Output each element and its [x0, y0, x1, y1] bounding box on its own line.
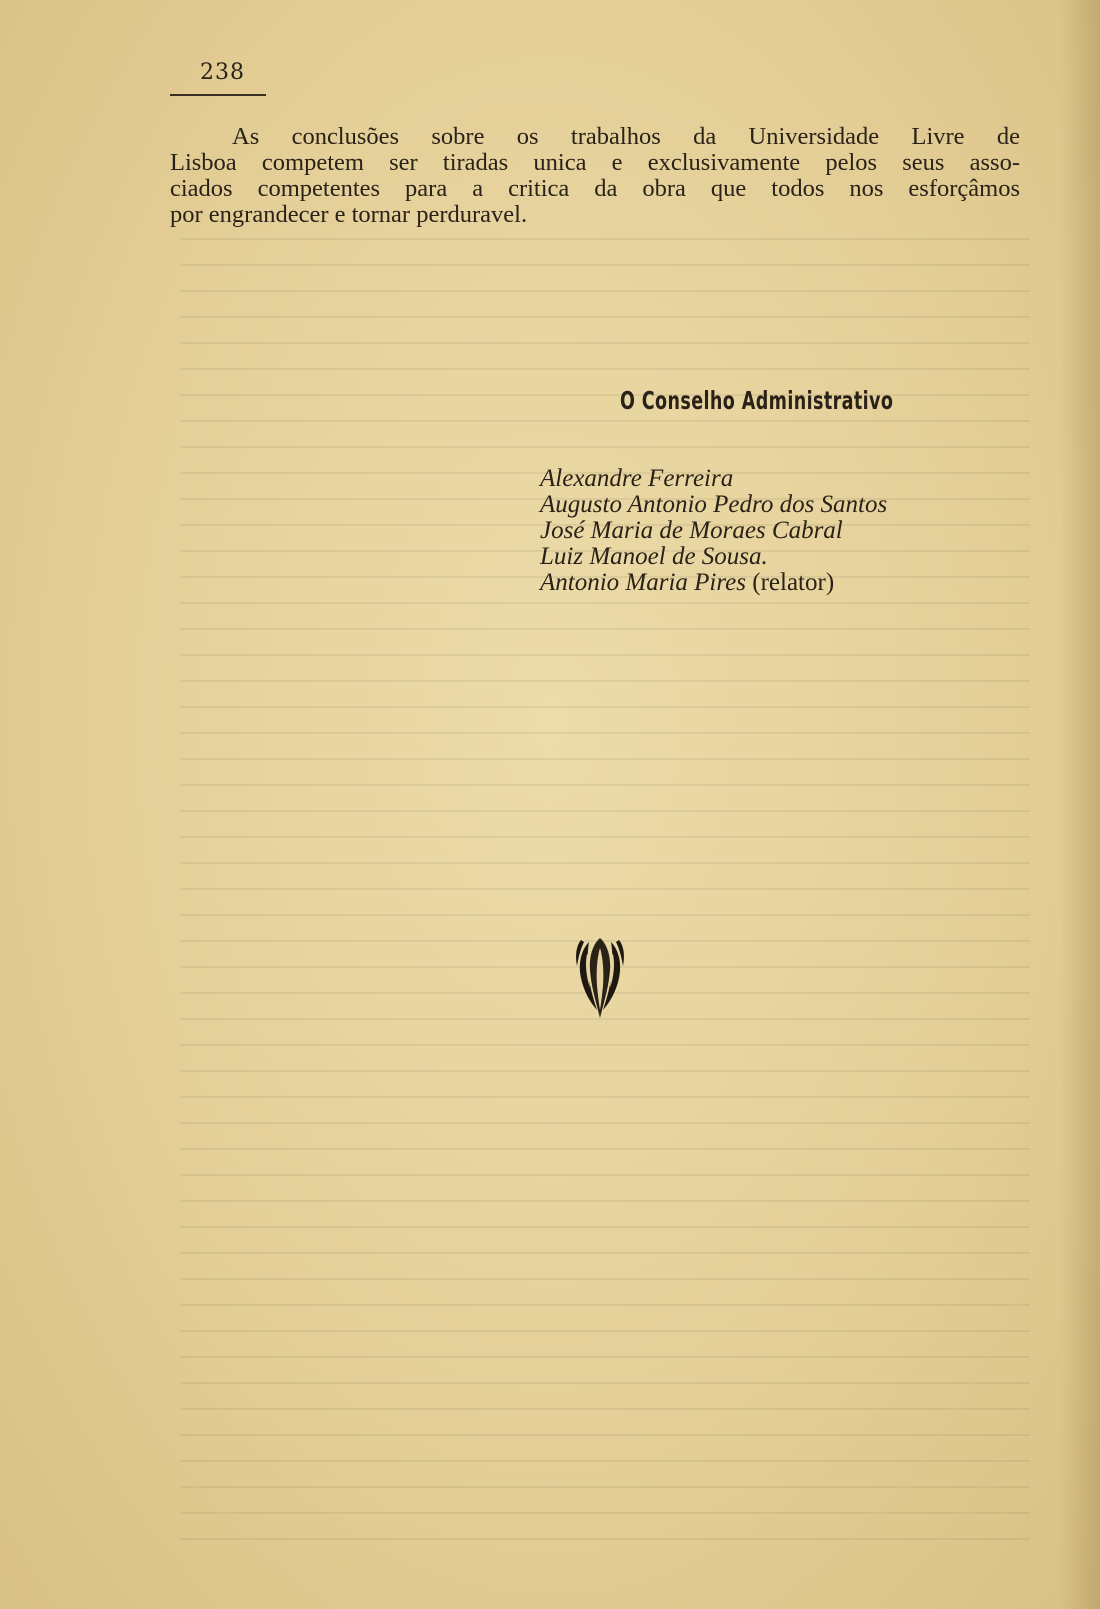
- signature-name: [540, 518, 887, 544]
- signature-name: [540, 544, 887, 570]
- signature-list: [540, 466, 887, 596]
- body-line: As conclusões sobre os trabalhos da Universidade Livre de: [232, 123, 1020, 150]
- body-line: ciados competentes para a critica da obra que todos nos esforçâmos: [170, 175, 1020, 202]
- signature-name: [540, 492, 887, 518]
- body-line: por engrandecer e tornar perduravel.: [170, 201, 528, 228]
- member-name: Luiz Manoel de Sousa.: [540, 543, 768, 570]
- signature-name: [540, 570, 887, 596]
- page-edge-shadow: [1060, 0, 1100, 1609]
- page-number: 238: [200, 60, 245, 85]
- body-line: Lisboa competem ser tiradas unica e exclusivamente pelos seus asso-: [170, 149, 1020, 176]
- council-title: O Conselho Administrativo: [620, 386, 894, 415]
- member-name: Alexandre Ferreira: [540, 465, 734, 492]
- bleed-through-texture: [180, 220, 1030, 1550]
- member-name: José Maria de Moraes Cabral: [540, 517, 843, 544]
- header-rule: [170, 94, 266, 96]
- body-paragraph: [170, 124, 1020, 228]
- member-role: (relator): [752, 569, 835, 596]
- fleuron-ornament-icon: [575, 936, 625, 1020]
- member-name: Augusto Antonio Pedro dos Santos: [540, 491, 888, 518]
- member-name: Antonio Maria Pires: [540, 569, 747, 596]
- signature-name: [540, 466, 887, 492]
